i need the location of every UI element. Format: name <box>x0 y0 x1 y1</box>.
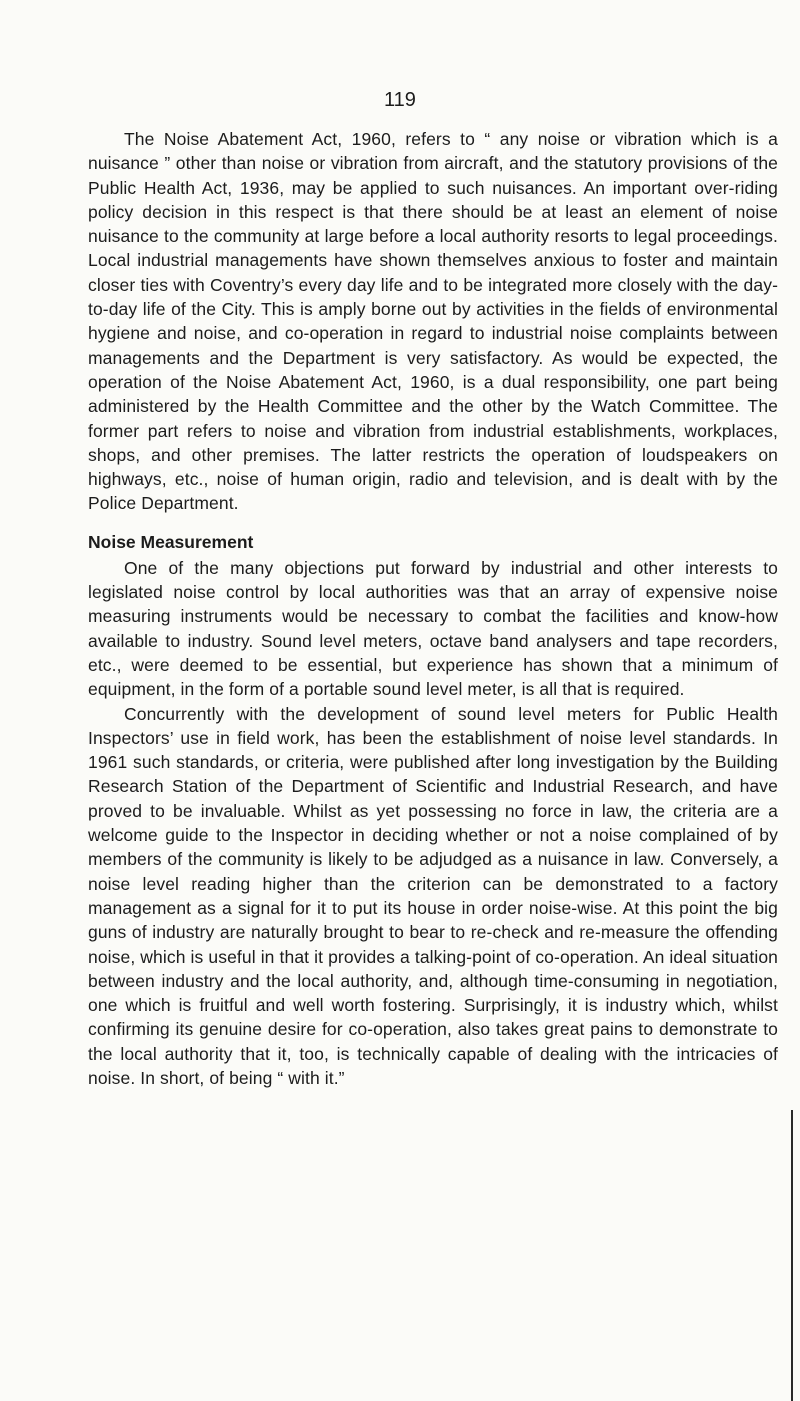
section-heading: Noise Measurement <box>88 531 254 552</box>
paragraph-spacer <box>88 516 778 530</box>
section-paragraph-1: One of the many objections put forward by industrial and other interests to legislated noise control by local authorities was that an array of expensive noise measuring instruments would be necessary to combat the facilities and know-how available to industry. Sound level meters, octave band analysers and tape recorders, etc., were deemed to be essential, but experience has shown that a minimum of equipment, in the form of a portable sound level meter, is all that is required. <box>88 557 778 700</box>
page-edge-line <box>791 1110 793 1401</box>
section-paragraph-2: Concurrently with the development of sound level meters for Public Health Inspectors’ use in field work, has been the establishment of noise level standards. In 1961 such standards, or criteria, were published after long investigation by the Building Research Station of the Department of Scientific and Industrial Research, and have proved to be invaluable. Whilst as yet possessing no force in law, the criteria are a welcome guide to the Inspector in deciding whether or not a noise complained of by members of the community is likely to be adjudged as a nuisance in law. Conversely, a noise level reading higher than the criterion can be demonstrated to a factory management as a signal for it to put its house in order noise-wise. At this point the big guns of industry are naturally brought to bear to re-check and re-measure the offending noise, which is useful in that it provides a talking-point of co-operation. An ideal situation between industry and the local authority, and, although time-consuming in negotiation, one which is fruitful and well worth fostering. Surprisingly, it is industry which, whilst confirming its genuine desire for co-operation, also takes great pains to demonstrate to the local authority that it, too, is technically capable of dealing with the intricacies of noise. In short, of being “ with it.” <box>88 703 778 1088</box>
intro-paragraph: The Noise Abatement Act, 1960, refers to “ any noise or vibration which is a nuisance ” other than noise or vibration from aircraft, and the statutory provisions of the Public Health Act, 1936, may be applied to such nuisances. An important over-riding policy decision in this respect is that there should be at least an element of noise nuisance to the community at large before a local authority resorts to legal proceedings. Local industrial managements have shown themselves anxious to foster and maintain closer ties with Coventry’s every day life and to be integrated more closely with the day-to-day life of the City. This is amply borne out by activities in the fields of environmental hygiene and noise, and co-operation in regard to industrial noise complaints between managements and the Department is very satisfactory. As would be expected, the operation of the Noise Abatement Act, 1960, is a dual responsibility, one part being administered by the Health Committee and the other by the Watch Committee. The former part refers to noise and vibration from industrial establishments, workplaces, shops, and other premises. The latter restricts the operation of loudspeakers on highways, etc., noise of human origin, radio and television, and is dealt with by the Police Department. <box>88 129 778 514</box>
body-text <box>88 127 778 1090</box>
page-number: 119 <box>384 89 416 111</box>
